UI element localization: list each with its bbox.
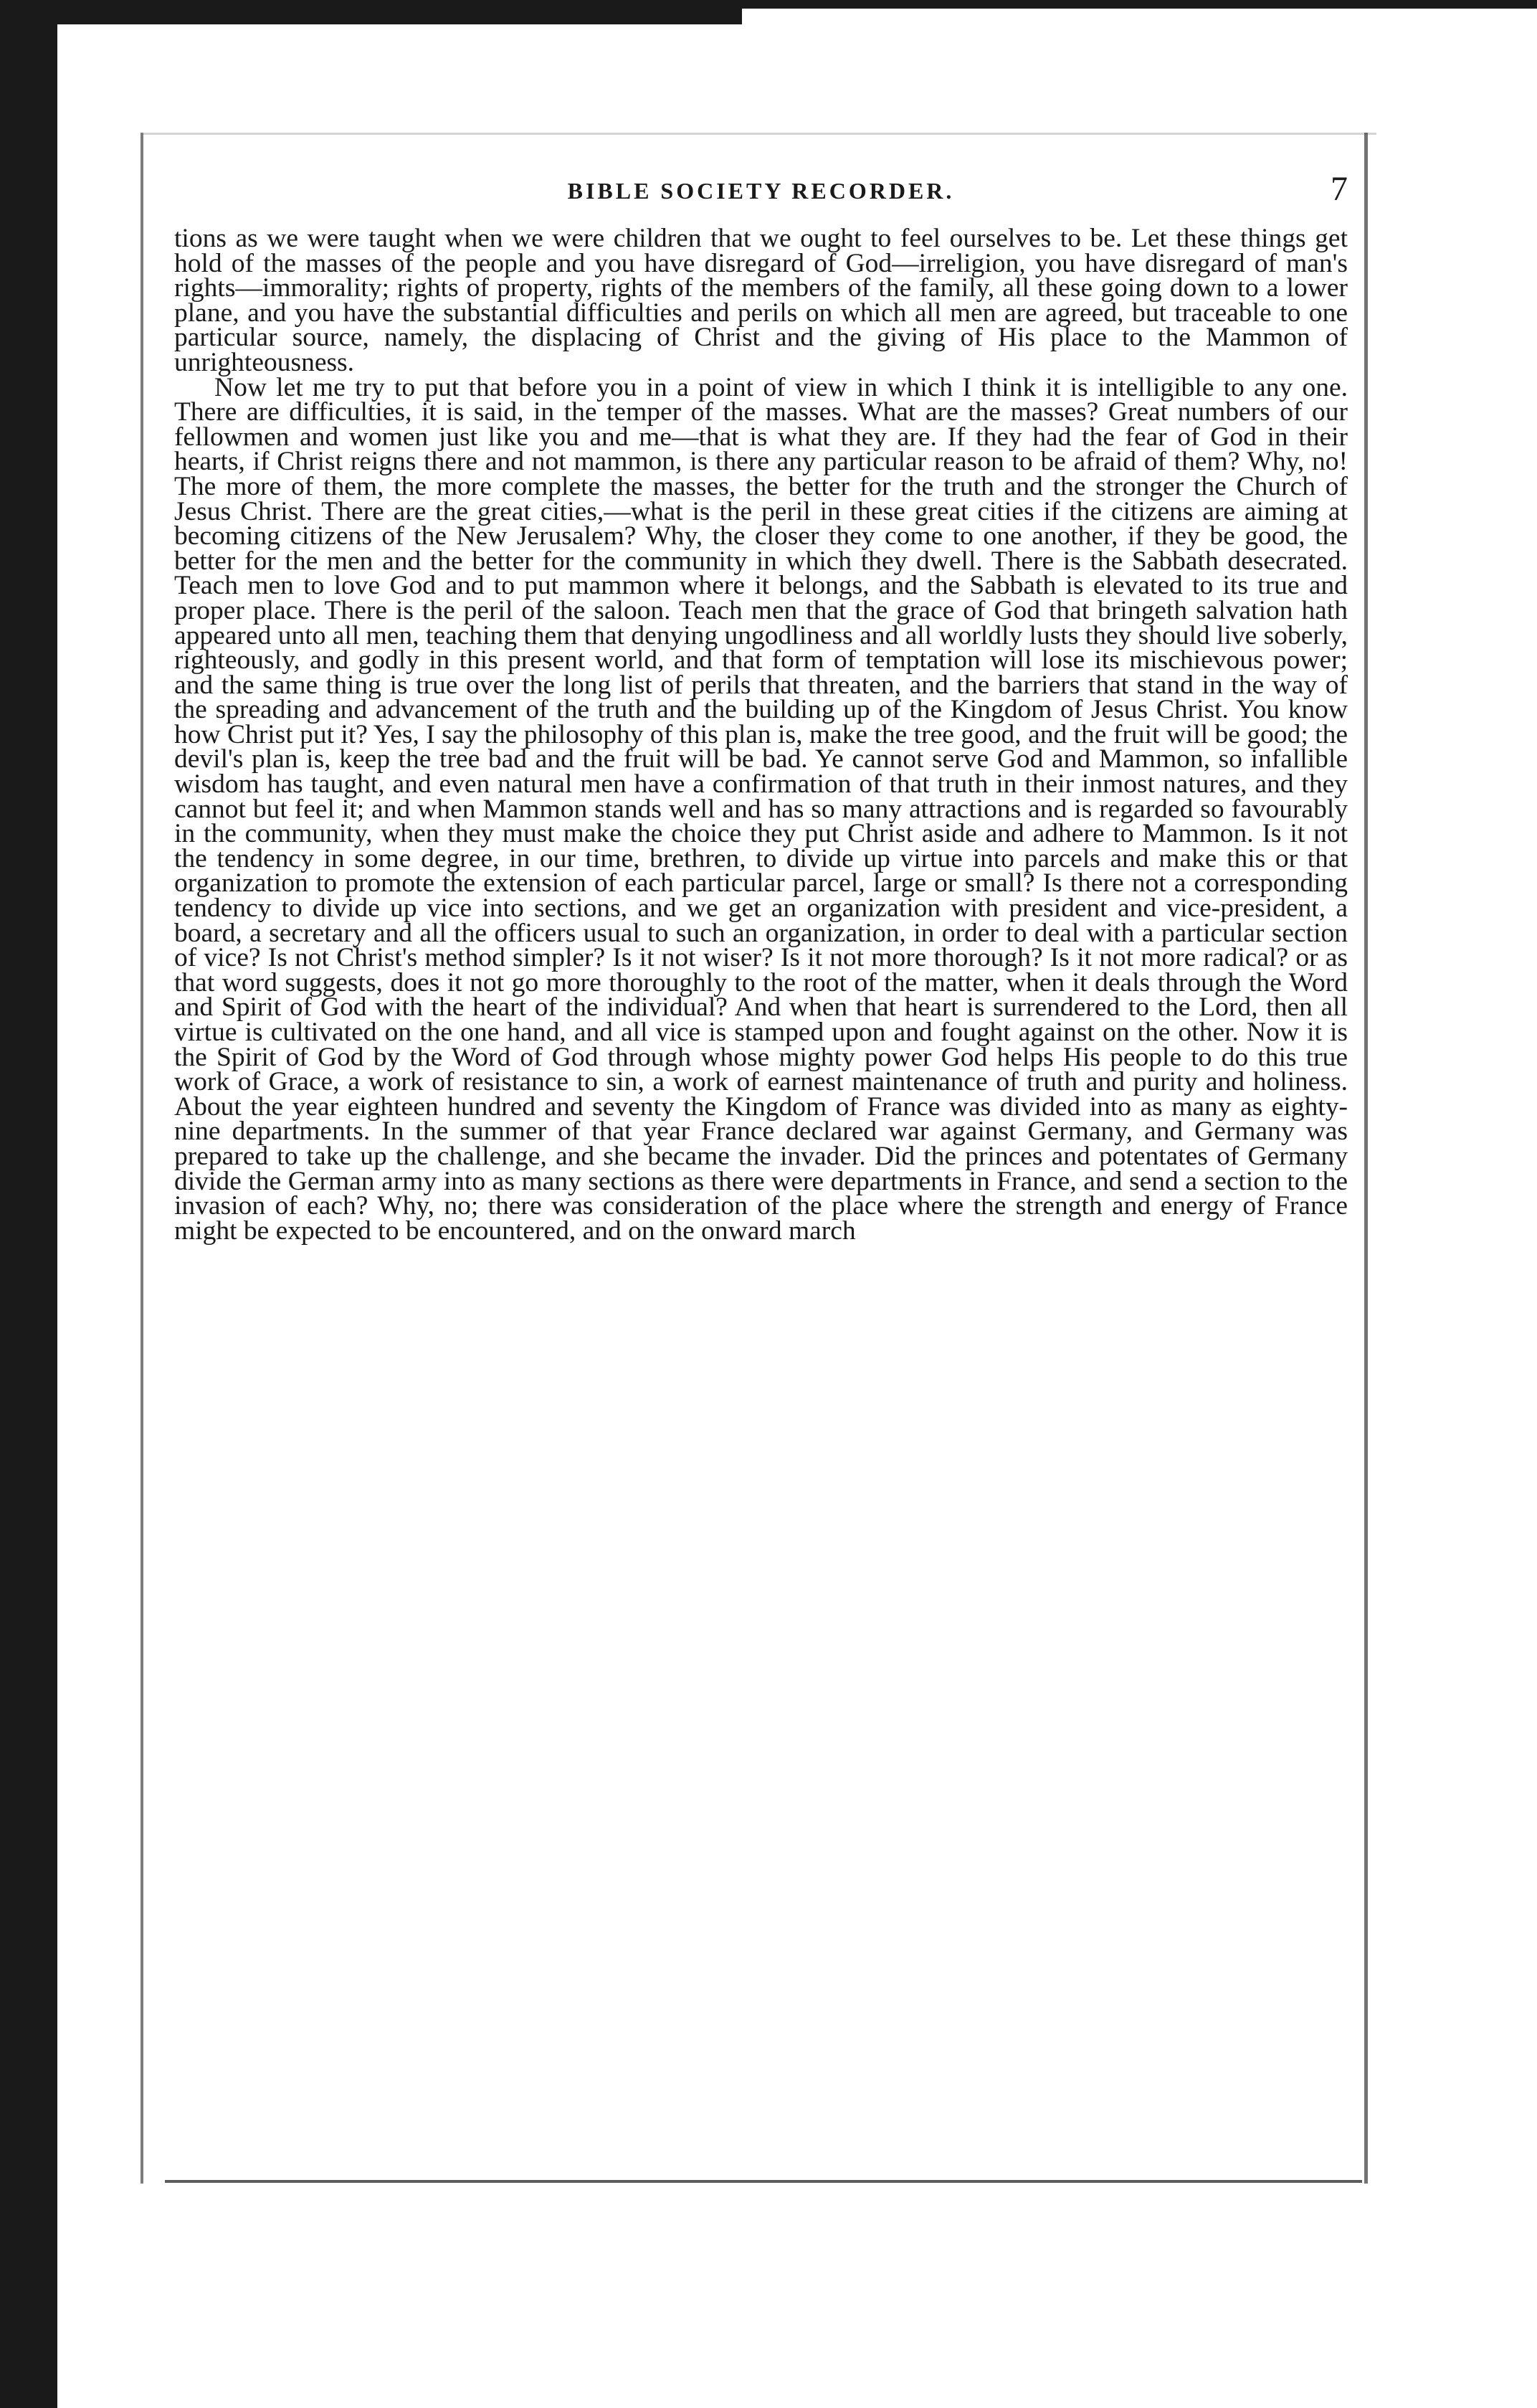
page-number: 7 <box>1331 170 1348 208</box>
page-frame-bottom <box>165 2180 1362 2183</box>
page-frame-right <box>1364 133 1368 2184</box>
body-text <box>174 224 1348 1246</box>
page-frame-top <box>143 133 1376 135</box>
running-head <box>174 169 1348 227</box>
document-page <box>174 169 1348 1246</box>
paragraph-1: tions as we were taught when we were children that we ought to feel ourselves to be. Let these things get hold of the masses of the people and you have disregard of God—irreligion, you have disregard of man's rights—immorality; rights of property, rights of the members of the family, all these going down to a lower plane, and you have the substantial difficulties and perils on which all men are agreed, but traceable to one particular source, namely, the displacing of Christ and the giving of His place to the Mammon of unrighteousness. <box>174 224 1348 377</box>
running-title: BIBLE SOCIETY RECORDER. <box>567 178 955 204</box>
paragraph-2: Now let me try to put that before you in a point of view in which I think it is intelligible to any one. There are difficulties, it is said, in the temper of the masses. What are the masses? Great numbers of our fellowmen and women just like you and me—that is what they are. If they had the fear of God in their hearts, if Christ reigns there and not mammon, is there any particular reason to be afraid of them? Why, no! The more of them, the more complete the masses, the better for the truth and the stronger the Church of Jesus Christ. There are the great cities,—what is the peril in these great cities if the citizens are aiming at becoming citizens of the New Jerusalem? Why, the closer they come to one another, if they be good, the better for the men and the better for the community in which they dwell. There is the Sabbath desecrated. Teach men to love God and to put mammon where it belongs, and the Sabbath is elevated to its true and proper place. There is the peril of the saloon. Teach men that the grace of God that bringeth salvation hath appeared unto all men, teaching them that denying ungodliness and all worldly lusts they should live soberly, righteously, and godly in this present world, and that form of temptation will lose its mischievous power; and the same thing is true over the long list of perils that threaten, and the barriers that stand in the way of the spreading and advancement of the truth and the building up of the Kingdom of Jesus Christ. You know how Christ put it? Yes, I say the philosophy of this plan is, make the tree good, and the fruit will be good; the devil's plan is, keep the tree bad and the fruit will be bad. Ye cannot serve God and Mammon, so infallible wisdom has taught, and even natural men have a confirmation of that truth in their inmost natures, and they cannot but feel it; and when Mammon stands well and has so many attractions and is regarded so favourably in the community, when they must make the choice they put Christ aside and adhere to Mammon. Is it not the tendency in some degree, in our time, brethren, to divide up virtue into parcels and make this or that organization to promote the extension of each particular parcel, large or small? Is there not a corresponding tendency to divide up vice into sections, and we get an organization with president and vice-president, a board, a secretary and all the officers usual to such an organization, in order to deal with a particular section of vice? Is not Christ's method simpler? Is it not wiser? Is it not more thorough? Is it not more radical? or as that word suggests, does it not go more thoroughly to the root of the matter, when it deals through the Word and Spirit of God with the heart of the individual? And when that heart is surrendered to the Lord, then all virtue is cultivated on the one hand, and all vice is stamped upon and fought against on the other. Now it is the Spirit of God by the Word of God through whose mighty power God helps His people to do this true work of Grace, a work of resistance to sin, a work of earnest maintenance of truth and purity and holiness. About the year eighteen hundred and seventy the Kingdom of France was divided into as many as eighty-nine departments. In the summer of that year France declared war against Germany, and Germany was prepared to take up the challenge, and she became the invader. Did the princes and potentates of Germany divide the German army into as many sections as there were departments in France, and send a section to the invasion of each? Why, no; there was consideration of the place where the strength and energy of France might be expected to be encountered, and on the onward march <box>174 372 1348 1246</box>
page-frame-left <box>141 133 143 2184</box>
scan-border-left <box>0 0 57 2408</box>
scan-border-gap <box>742 9 1537 24</box>
